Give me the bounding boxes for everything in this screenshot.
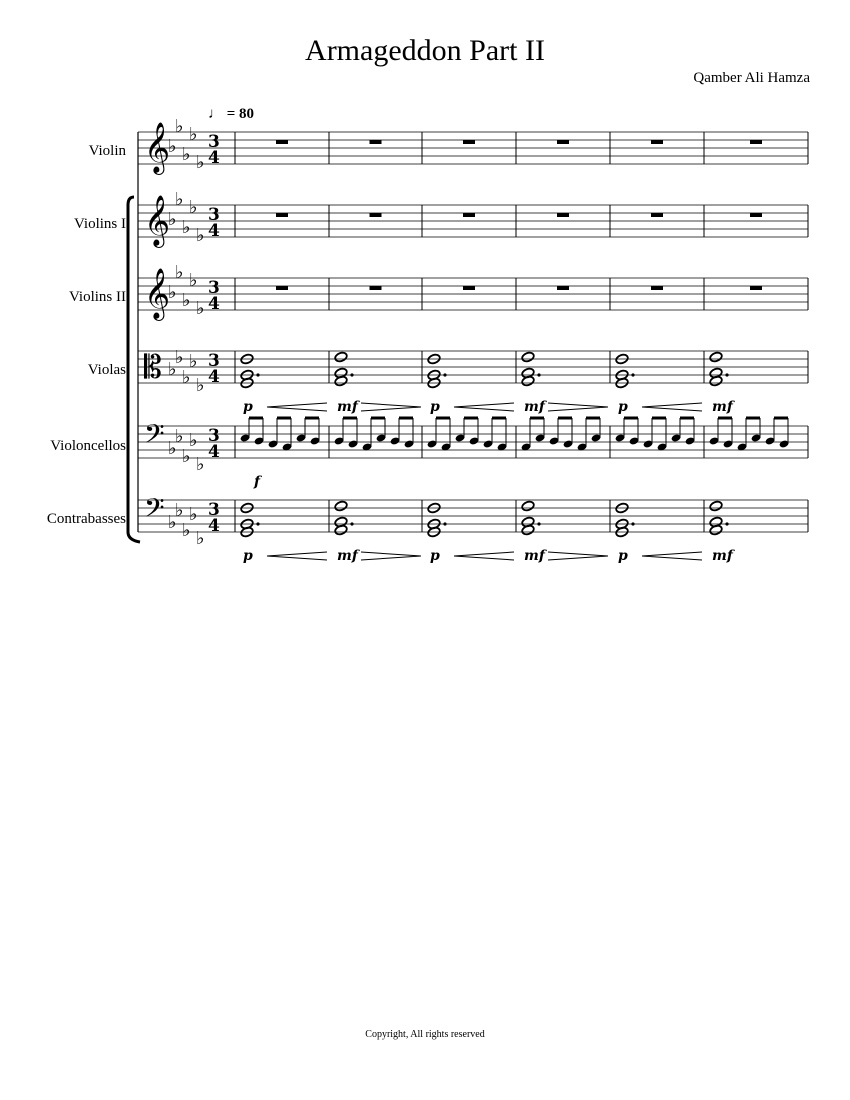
dot [350,373,353,376]
dynamic-marking: p [618,399,628,415]
instrument-label-violins-i: Violins I [73,216,126,232]
dot [725,522,728,525]
whole-rest [276,213,288,217]
diminuendo-hairpin [548,552,608,560]
key-flat-icon: ♭ [168,359,177,380]
time-signature-bottom: 4 [208,221,220,241]
key-flat-icon: ♭ [196,375,205,396]
dynamic-marking: mf [524,399,545,415]
key-flat-icon: ♭ [175,347,184,368]
key-flat-icon: ♭ [168,282,177,303]
dynamic-marking: mf [712,399,733,415]
whole-rest [463,213,475,217]
whole-rest [651,140,663,144]
whole-rest [463,286,475,290]
key-flat-icon: ♭ [175,262,184,283]
key-flat-icon: ♭ [196,528,205,549]
crescendo-hairpin [267,403,327,411]
dot [537,373,540,376]
time-signature-top: 3 [208,500,220,520]
time-signature-bottom: 4 [208,516,220,536]
whole-rest [557,140,569,144]
dot [631,522,634,525]
bass-clef-icon: 𝄢 [144,418,165,456]
key-flat-icon: ♭ [189,504,198,525]
key-flat-icon: ♭ [189,197,198,218]
whole-rest [750,140,762,144]
key-flat-icon: ♭ [168,136,177,157]
instrument-label-violins-ii: Violins II [68,289,126,305]
crescendo-hairpin [267,552,327,560]
key-flat-icon: ♭ [196,454,205,475]
bass-clef-icon: 𝄢 [144,492,165,530]
dot [725,373,728,376]
instrument-label-violin: Violin [88,143,126,159]
whole-rest [557,286,569,290]
half-note-head [334,351,348,363]
half-note-head [334,500,348,512]
dynamic-marking: mf [712,548,733,564]
whole-rest [651,286,663,290]
alto-clef-icon: 𝄡 [144,348,162,386]
whole-rest [557,213,569,217]
time-signature-top: 3 [208,205,220,225]
key-flat-icon: ♭ [189,351,198,372]
dynamic-marking: p [430,399,440,415]
key-flat-icon: ♭ [168,438,177,459]
treble-clef-icon: 𝄞 [144,122,171,173]
time-signature-bottom: 4 [208,442,220,462]
key-flat-icon: ♭ [175,426,184,447]
key-flat-icon: ♭ [189,124,198,145]
dot [350,522,353,525]
key-flat-icon: ♭ [196,225,205,246]
crescendo-hairpin [642,552,702,560]
time-signature-bottom: 4 [208,367,220,387]
time-signature-top: 3 [208,426,220,446]
instrument-label-contrabasses: Contrabasses [46,511,126,527]
tempo-marking: ♩ = 80 [208,106,255,122]
dynamic-marking: p [243,548,253,564]
key-flat-icon: ♭ [168,512,177,533]
key-flat-icon: ♭ [175,500,184,521]
dynamic-marking: p [430,548,440,564]
whole-rest [750,213,762,217]
dot [443,373,446,376]
crescendo-hairpin [454,403,514,411]
diminuendo-hairpin [361,552,421,560]
whole-rest [370,140,382,144]
time-signature-top: 3 [208,351,220,371]
key-flat-icon: ♭ [182,446,191,467]
dynamic-marking: p [243,399,253,415]
instrument-label-violas: Violas [87,362,126,378]
key-flat-icon: ♭ [182,520,191,541]
time-signature-bottom: 4 [208,148,220,168]
dot [256,373,259,376]
copyright-notice: Copyright, All rights reserved [365,1029,485,1040]
half-note-head [709,500,723,512]
time-signature-bottom: 4 [208,294,220,314]
key-flat-icon: ♭ [168,209,177,230]
dynamic-marking: mf [337,548,358,564]
dot [256,522,259,525]
time-signature-top: 3 [208,132,220,152]
staff-system [128,116,808,564]
composer-name: Qamber Ali Hamza [693,70,810,86]
time-signature-top: 3 [208,278,220,298]
diminuendo-hairpin [361,403,421,411]
key-flat-icon: ♭ [182,144,191,165]
dot [537,522,540,525]
dynamic-marking: p [618,548,628,564]
whole-rest [276,286,288,290]
dot [443,522,446,525]
whole-rest [463,140,475,144]
key-flat-icon: ♭ [189,270,198,291]
dynamic-marking: mf [337,399,358,415]
whole-rest [370,286,382,290]
half-note-head [521,351,535,363]
treble-clef-icon: 𝄞 [144,195,171,246]
half-note-head [709,351,723,363]
dot [631,373,634,376]
whole-rest [750,286,762,290]
dynamic-marking: mf [524,548,545,564]
score-title: Armageddon Part II [305,34,545,67]
key-flat-icon: ♭ [182,367,191,388]
whole-rest [370,213,382,217]
key-flat-icon: ♭ [182,217,191,238]
treble-clef-icon: 𝄞 [144,268,171,319]
diminuendo-hairpin [548,403,608,411]
key-flat-icon: ♭ [182,290,191,311]
whole-rest [651,213,663,217]
key-flat-icon: ♭ [189,430,198,451]
key-flat-icon: ♭ [196,298,205,319]
key-flat-icon: ♭ [175,116,184,137]
key-flat-icon: ♭ [196,152,205,173]
whole-rest [276,140,288,144]
crescendo-hairpin [642,403,702,411]
half-note-head [521,500,535,512]
dynamic-marking-cello: f [254,474,261,490]
crescendo-hairpin [454,552,514,560]
key-flat-icon: ♭ [175,189,184,210]
instrument-label-violoncellos: Violoncellos [50,438,126,454]
